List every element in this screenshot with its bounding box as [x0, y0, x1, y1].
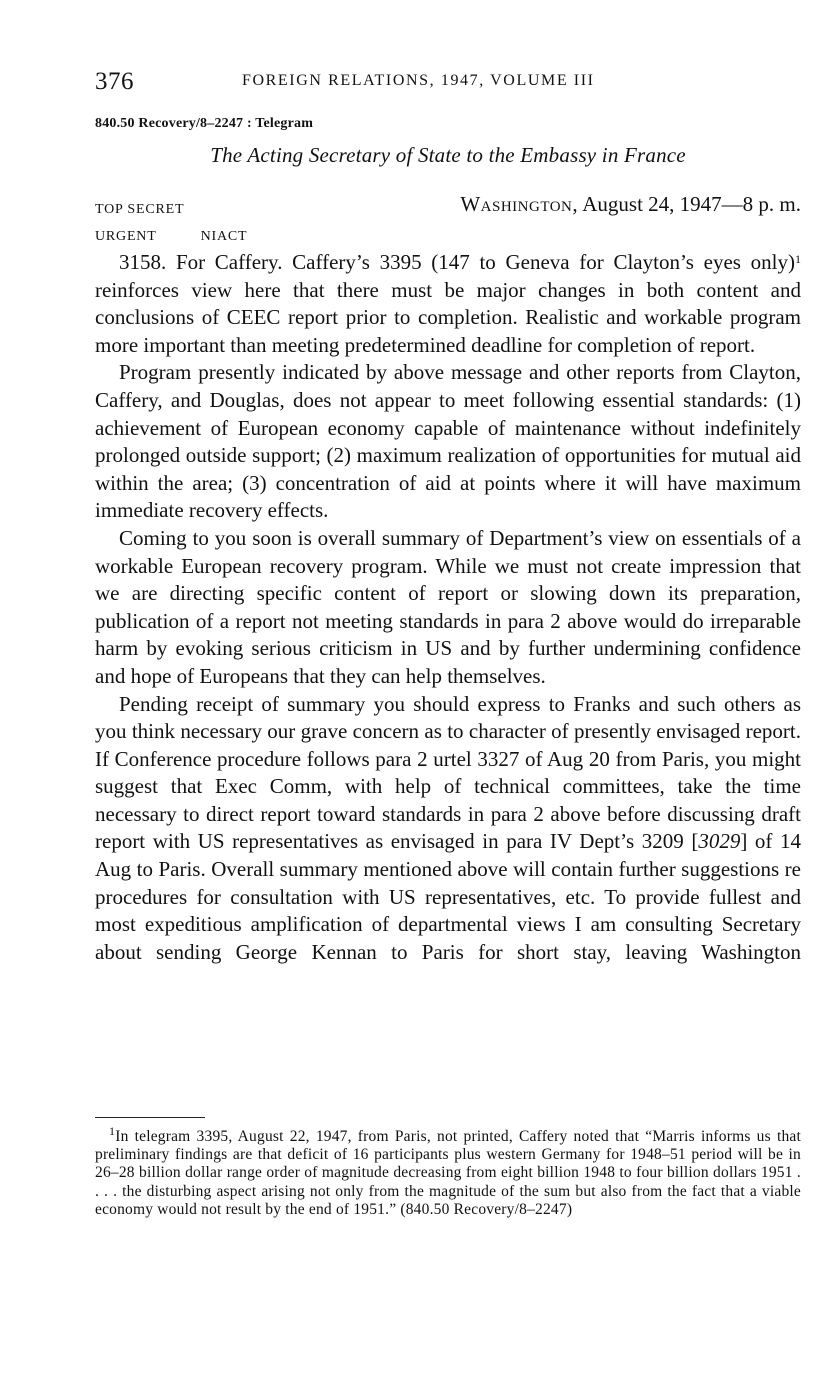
- footnote-divider: [95, 1117, 205, 1118]
- dateline-place: Washington,: [460, 192, 579, 216]
- classification-row: [95, 192, 801, 222]
- paragraph-1-text-a: 3158. For Caffery. Caffery’s 3395 (147 to Geneva for Clayton’s eyes only): [119, 250, 795, 274]
- document-title: The Acting Secretary of State to the Embassy in France: [210, 143, 686, 167]
- urgency-label: URGENT: [95, 229, 157, 244]
- paragraph-4-text-a: Pending receipt of summary you should express to Franks and such others as you think necessary our grave concern as to character of presently envisaged report. If Conference procedure follows para 2 urtel 3327 of Aug 20 from Paris, you might suggest that Exec Comm, with help of technical committees, take the time necessary to direct report toward standards in para 2 above before discussing draft report with US representatives as envisaged in para IV Dept’s 3209 [: [95, 691, 801, 854]
- file-reference: 840.50 Recovery/8–2247 : Telegram: [95, 116, 314, 131]
- editorial-correction: 3029: [698, 829, 741, 854]
- paragraph-1: [95, 249, 801, 359]
- footnote-text: In telegram 3395, August 22, 1947, from Paris, not printed, Caffery noted that “Marris informs us that preliminary findings are that deficit of 16 participants plus western Germany for 1948–51 period will be in 26–28 billion dollar range order of magnitude decreasing from eight billion 1948 to four billion dollars 1951 . . . . the disturbing aspect arising not only from the magnitude of the sum but also from the fact that a viable economy would not result by the end of 1951.” (840.50 Recovery/8–2247): [95, 1128, 801, 1218]
- footnote-marker: 1: [109, 1124, 116, 1138]
- dateline: [460, 192, 801, 217]
- running-title: FOREIGN RELATIONS, 1947, VOLUME III: [242, 72, 595, 89]
- running-header: [95, 66, 801, 100]
- footnote: [95, 1124, 801, 1219]
- paragraph-2: Program presently indicated by above message and other reports from Clayton, Caffery, and Douglas, does not appear to meet following essential standards: (1) achievement of European economy capable of maintenance without indefinitely prolonged outside support; (2) maximum realization of opportunities for mutual aid within the area; (3) concentration of aid at points where it will have maximum immediate recovery effects.: [95, 360, 801, 523]
- dateline-date: August 24, 1947—8 p. m.: [582, 192, 801, 216]
- paragraph-4: [95, 691, 801, 967]
- niact-label: NIACT: [200, 229, 248, 244]
- footnote-reference: 1: [795, 252, 801, 266]
- page-number: 376: [95, 68, 134, 95]
- paragraph-3: Coming to you soon is overall summary of Department’s view on essentials of a workable European recovery program. While we must not create impression that we are directing specific content of report or slowing down its preparation, publication of a report not meeting standards in para 2 above would do irreparable harm by evoking serious criticism in US and by further undermining confidence and hope of Europeans that they can help themselves.: [95, 525, 801, 688]
- paragraph-4-text-b: ] of 14 Aug to Paris. Overall summary mentioned above will contain further suggestions re procedures for consultation with US representatives, etc. To provide fullest and most expeditious amplification of departmental views I am consulting Secretary about sending George Kennan to Paris for short stay, leaving Washington: [95, 829, 801, 964]
- telegram-body: [95, 249, 801, 966]
- classification-label: TOP SECRET: [95, 202, 185, 217]
- paragraph-1-text-b: reinforces view here that there must be major changes in both content and conclusions of CEEC report prior to completion. Realistic and workable program more important than meeting predetermined deadline for completion of report.: [95, 277, 801, 357]
- urgency-row: [95, 229, 247, 245]
